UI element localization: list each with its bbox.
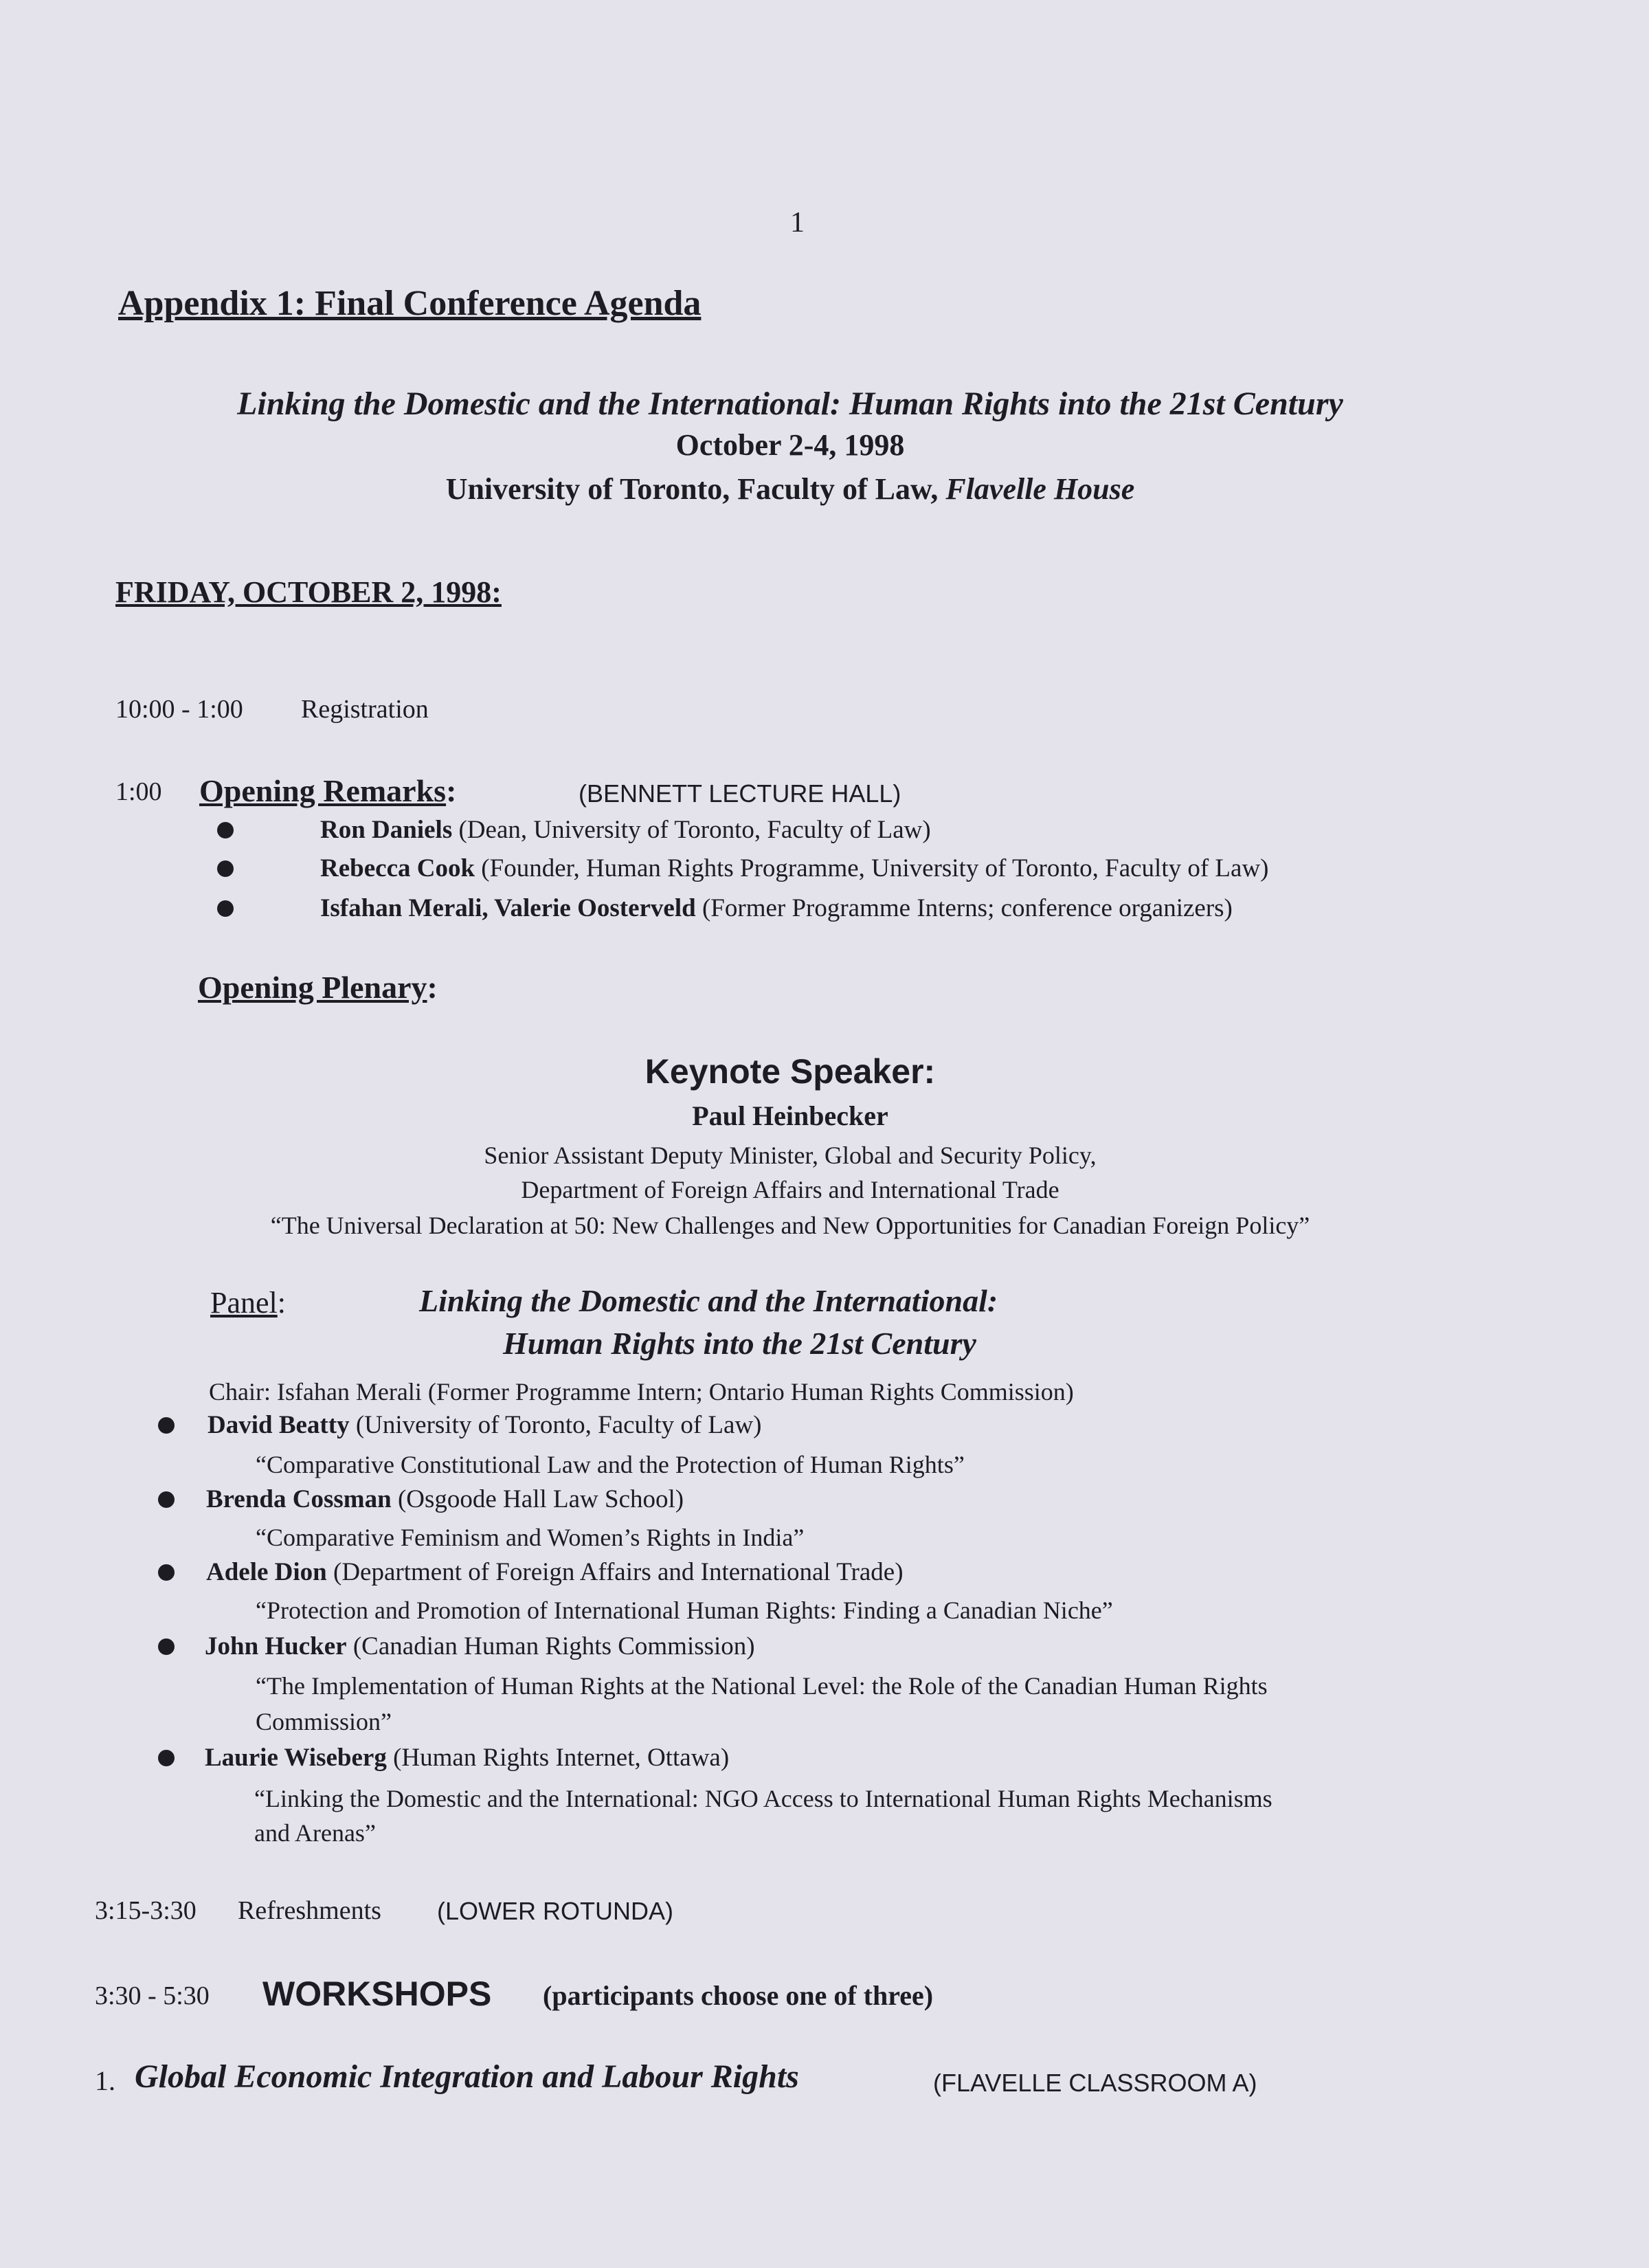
speaker-affiliation: (Dean, University of Toronto, Faculty of Law) [452,816,931,844]
keynote-label: Keynote Speaker: [644,1052,936,1091]
speaker-name: Rebecca Cook [320,854,475,882]
workshop-location: (FLAVELLE CLASSROOM A) [933,2069,1257,2097]
venue-building: Flavelle House [945,472,1135,506]
workshops-label: WORKSHOPS [262,1975,492,2013]
speaker-affiliation: (Founder, Human Rights Programme, University of Toronto, Faculty of Law) [475,854,1269,882]
keynote-role: Senior Assistant Deputy Minister, Global and Security Policy, [484,1142,1097,1169]
panel-title-line-1: Linking the Domestic and the International: [419,1283,998,1318]
panel-speaker [205,1743,729,1772]
speaker-affiliation: (Canadian Human Rights Commission) [346,1632,755,1660]
speaker-talk-title: “Protection and Promotion of International Human Rights: Finding a Canadian Niche” [256,1597,1113,1624]
keynote-talk-title: “The Universal Declaration at 50: New Challenges and New Opportunities for Canadian Foreign Policy” [270,1212,1310,1239]
opening-plenary-colon: : [427,970,438,1005]
registration-time: 10:00 - 1:00 [115,695,243,724]
refreshments-location: (LOWER ROTUNDA) [437,1897,673,1925]
speaker-talk-title-cont: and Arenas” [254,1819,376,1847]
conference-venue [0,471,1580,507]
conference-title: Linking the Domestic and the International: Human Rights into the 21st Century [237,386,1343,422]
opening-remarks-time: 1:00 [115,777,162,806]
refreshments-time: 3:15-3:30 [95,1896,197,1925]
bullet-icon [217,860,234,877]
panel-colon: : [277,1286,286,1320]
workshops-time: 3:30 - 5:30 [95,1981,210,2010]
remarks-speaker [320,893,1233,923]
speaker-name: David Beatty [207,1411,350,1439]
venue-text: University of Toronto, Faculty of Law, [445,472,946,506]
speaker-name: Ron Daniels [320,816,453,844]
bullet-icon [158,1564,175,1581]
panel-title-line-2: Human Rights into the 21st Century [503,1326,976,1361]
keynote-department: Department of Foreign Affairs and International Trade [521,1176,1059,1203]
speaker-talk-title: “Comparative Constitutional Law and the Protection of Human Rights” [256,1451,965,1478]
remarks-speaker [320,815,931,845]
opening-remarks-location: (BENNETT LECTURE HALL) [579,779,901,808]
keynote-name: Paul Heinbecker [692,1100,888,1131]
bullet-icon [217,900,234,917]
speaker-name: John Hucker [205,1632,347,1660]
speaker-affiliation: (Former Programme Interns; conference organizers) [695,894,1233,922]
opening-remarks-label: Opening Remarks [199,773,447,808]
conference-dates: October 2-4, 1998 [675,428,905,462]
speaker-talk-title: “The Implementation of Human Rights at the National Level: the Role of the Canadian Human Rights [256,1672,1268,1700]
panel-speaker [206,1557,904,1587]
bullet-icon [217,822,234,838]
remarks-speaker [320,854,1268,883]
workshops-note: (participants choose one of three) [543,1980,934,2011]
workshop-title: Global Economic Integration and Labour Rights [135,2058,799,2095]
bullet-icon [158,1491,175,1508]
opening-plenary-heading [198,969,438,1005]
speaker-talk-title-cont: Commission” [256,1708,392,1735]
speaker-talk-title: “Comparative Feminism and Women’s Rights in India” [256,1524,805,1551]
speaker-affiliation: (Osgoode Hall Law School) [391,1485,684,1513]
bullet-icon [158,1417,175,1434]
panel-chair: Chair: Isfahan Merali (Former Programme Intern; Ontario Human Rights Commission) [209,1378,1074,1405]
day-heading: FRIDAY, OCTOBER 2, 1998: [115,575,502,609]
registration-label: Registration [301,695,429,724]
bullet-icon [158,1638,175,1655]
panel-speaker [206,1485,684,1514]
page-number: 1 [790,207,805,238]
workshop-number: 1. [95,2065,115,2096]
speaker-name: Adele Dion [206,1558,327,1586]
speaker-affiliation: (Department of Foreign Affairs and International Trade) [326,1558,904,1586]
speaker-affiliation: (Human Rights Internet, Ottawa) [386,1744,730,1772]
panel-speaker [205,1632,755,1661]
speaker-name: Brenda Cossman [206,1485,392,1513]
opening-remarks-colon: : [446,773,457,808]
panel-label: Panel [210,1286,278,1320]
speaker-name: Laurie Wiseberg [205,1744,387,1772]
refreshments-label: Refreshments [238,1896,381,1925]
appendix-title: Appendix 1: Final Conference Agenda [118,284,702,323]
opening-remarks-heading [199,772,456,809]
speaker-talk-title: “Linking the Domestic and the International: NGO Access to International Human Rights Mechanisms [254,1785,1272,1812]
opening-plenary-label: Opening Plenary [198,970,427,1005]
panel-speaker [207,1410,762,1440]
bullet-icon [158,1750,175,1766]
speaker-affiliation: (University of Toronto, Faculty of Law) [349,1411,762,1439]
panel-heading [210,1285,286,1320]
speaker-name: Isfahan Merali, Valerie Oosterveld [320,894,696,922]
